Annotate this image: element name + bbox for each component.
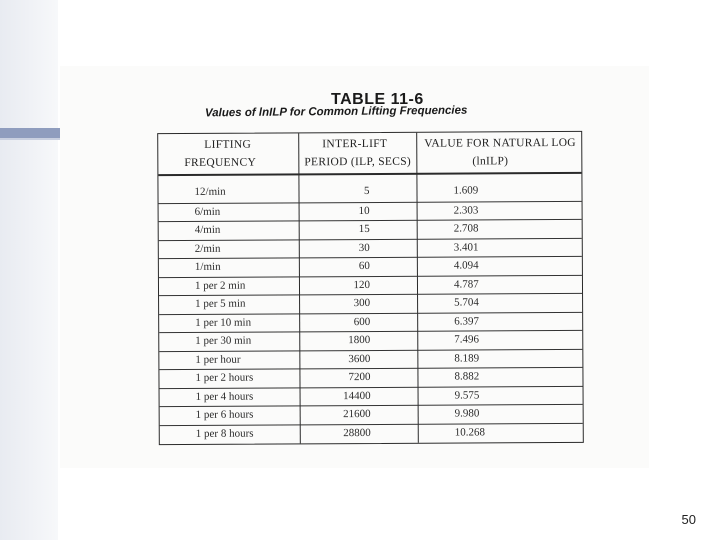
lnilp-cell: 5.704 (454, 296, 479, 309)
header-lifting: LIFTING (204, 138, 252, 151)
lnilp-cell: 3.401 (453, 240, 479, 254)
ilp-cell: 21600 (343, 408, 371, 421)
slide-accent-bar (0, 128, 62, 138)
lnilp-cell: 9.980 (454, 407, 480, 420)
frequency-cell: 1 per 5 min (195, 297, 246, 310)
frequency-cell: 1 per 10 min (195, 316, 252, 329)
ilp-cell: 5 (363, 185, 370, 198)
slide-side-band (0, 0, 58, 540)
lnilp-cell: 8.189 (454, 351, 480, 365)
lnilp-cell: 9.575 (454, 388, 480, 402)
lnilp-cell: 2.708 (453, 222, 479, 235)
frequency-cell: 1 per 30 min (195, 334, 252, 347)
header-lnilp: (lnILP) (472, 155, 509, 168)
ilp-cell: 28800 (343, 426, 371, 439)
frequency-cell: 4/min (194, 223, 221, 236)
frequency-cell: 1 per 2 min (194, 279, 246, 292)
frequency-cell: 6/min (194, 205, 221, 218)
ilp-cell: 10 (358, 204, 370, 217)
ilp-cell: 3600 (348, 352, 371, 365)
lnilp-cell: 4.094 (453, 259, 479, 272)
ilp-cell: 60 (358, 260, 370, 273)
header-divider (158, 172, 581, 176)
ilp-cell: 15 (358, 223, 370, 236)
table-row (158, 182, 581, 202)
frequency-cell: 1 per 8 hours (195, 427, 254, 440)
table-title: TABLE 11-6 (331, 91, 424, 108)
ilp-cell: 120 (353, 278, 371, 291)
header-natural-log: VALUE FOR NATURAL LOG (424, 136, 576, 150)
lnilp-cell: 7.496 (454, 333, 480, 346)
frequency-cell: 1 per 4 hours (195, 390, 254, 403)
lnilp-cell: 2.303 (453, 203, 479, 217)
header-period: PERIOD (ILP, SECS) (304, 155, 412, 169)
page-number: 50 (681, 512, 696, 527)
frequency-cell: 1/min (194, 260, 221, 273)
frequency-cell: 1 per 2 hours (195, 371, 254, 384)
ilp-cell: 600 (353, 315, 371, 328)
ilp-cell: 1800 (348, 334, 371, 347)
table-row (160, 422, 583, 443)
ilp-cell: 30 (358, 241, 370, 254)
slide-accent-line (0, 138, 62, 140)
frequency-cell: 1 per 6 hours (195, 408, 254, 421)
ilp-cell: 300 (353, 297, 371, 310)
frequency-cell: 2/min (194, 242, 221, 255)
ilp-cell: 7200 (348, 371, 371, 384)
ilp-cell: 14400 (343, 389, 371, 402)
lnilp-cell: 4.787 (453, 277, 479, 291)
header-frequency: FREQUENCY (184, 156, 257, 169)
lifting-frequency-table (157, 131, 584, 445)
table-subtitle: Values of lnILP for Common Lifting Frequencies (204, 104, 468, 120)
frequency-cell: 12/min (194, 185, 226, 198)
lnilp-cell: 6.397 (454, 314, 479, 328)
lnilp-cell: 10.268 (454, 425, 486, 439)
header-inter-lift: INTER-LIFT (322, 137, 388, 151)
frequency-cell: 1 per hour (195, 353, 241, 366)
lnilp-cell: 8.882 (454, 370, 480, 383)
lnilp-cell: 1.609 (453, 184, 479, 197)
